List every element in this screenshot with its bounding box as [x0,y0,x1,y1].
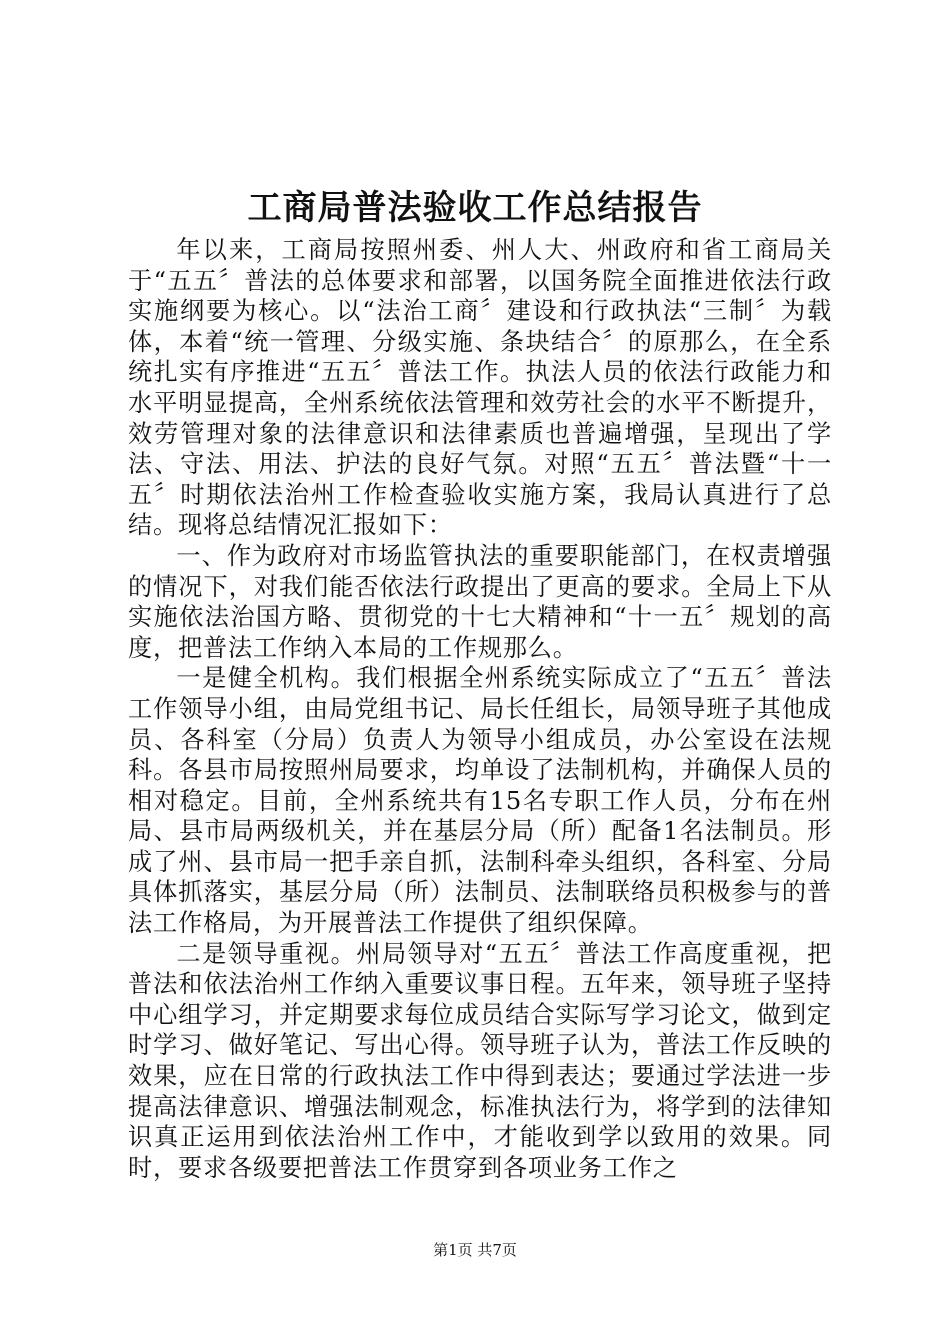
paragraph-organization: 一是健全机构。我们根据全州系统实际成立了“五五〞普法工作领导小组，由局党组书记、局长任组长，局领导班子其他成员、各科室（分局）负责人为领导小组成员，办公室设在法规科。各县市局按照州局要求，均单设了法制机构，并确保人员的相对稳定。目前，全州系统共有15名专职工作人员，分布在州局、县市局两级机关，并在基层分局（所）配备1名法制员。形成了州、县市局一把手亲自抓，法制科牵头组织，各科室、分局具体抓落实，基层分局（所）法制员、法制联络员积极参与的普法工作格局，为开展普法工作提供了组织保障。 [128,664,832,938]
paragraph-intro: 年以来，工商局按照州委、州人大、州政府和省工商局关于“五五〞普法的总体要求和部署，以国务院全面推进依法行政实施纲要为核心。以“法治工商〞建设和行政执法“三制〞为载体，本着“统一管理、分级实施、条块结合〞的原那么，在全系统扎实有序推进“五五〞普法工作。执法人员的依法行政能力和水平明显提高，全州系统依法管理和效劳社会的水平不断提升，效劳管理对象的法律意识和法律素质也普遍增强，呈现出了学法、守法、用法、护法的良好气氛。对照“五五〞普法暨“十一五〞时期依法治州工作检查验收实施方案，我局认真进行了总结。现将总结情况汇报如下： [128,236,832,540]
paragraph-leadership: 二是领导重视。州局领导对“五五〞普法工作高度重视，把普法和依法治州工作纳入重要议事日程。五年来，领导班子坚持中心组学习，并定期要求每位成员结合实际写学习论文，做到定时学习、做好笔记、写出心得。领导班子认为，普法工作反映的效果，应在日常的行政执法工作中得到表达；要通过学法进一步提高法律意识、增强法制观念，标准执法行为，将学到的法律知识真正运用到依法治州工作中，才能收到学以致用的效果。同时，要求各级要把普法工作贯穿到各项业务工作之 [128,939,832,1182]
page-footer: 第1页 共7页 [433,1241,517,1259]
document-body [128,235,832,1183]
paragraph-section-one: 一、作为政府对市场监管执法的重要职能部门，在权责增强的情况下，对我们能否依法行政提出了更高的要求。全局上下从实施依法治国方略、贯彻党的十七大精神和“十一五〞规划的高度，把普法工作纳入本局的工作规那么。 [128,541,832,662]
document-title: 工商局普法验收工作总结报告 [247,188,703,228]
